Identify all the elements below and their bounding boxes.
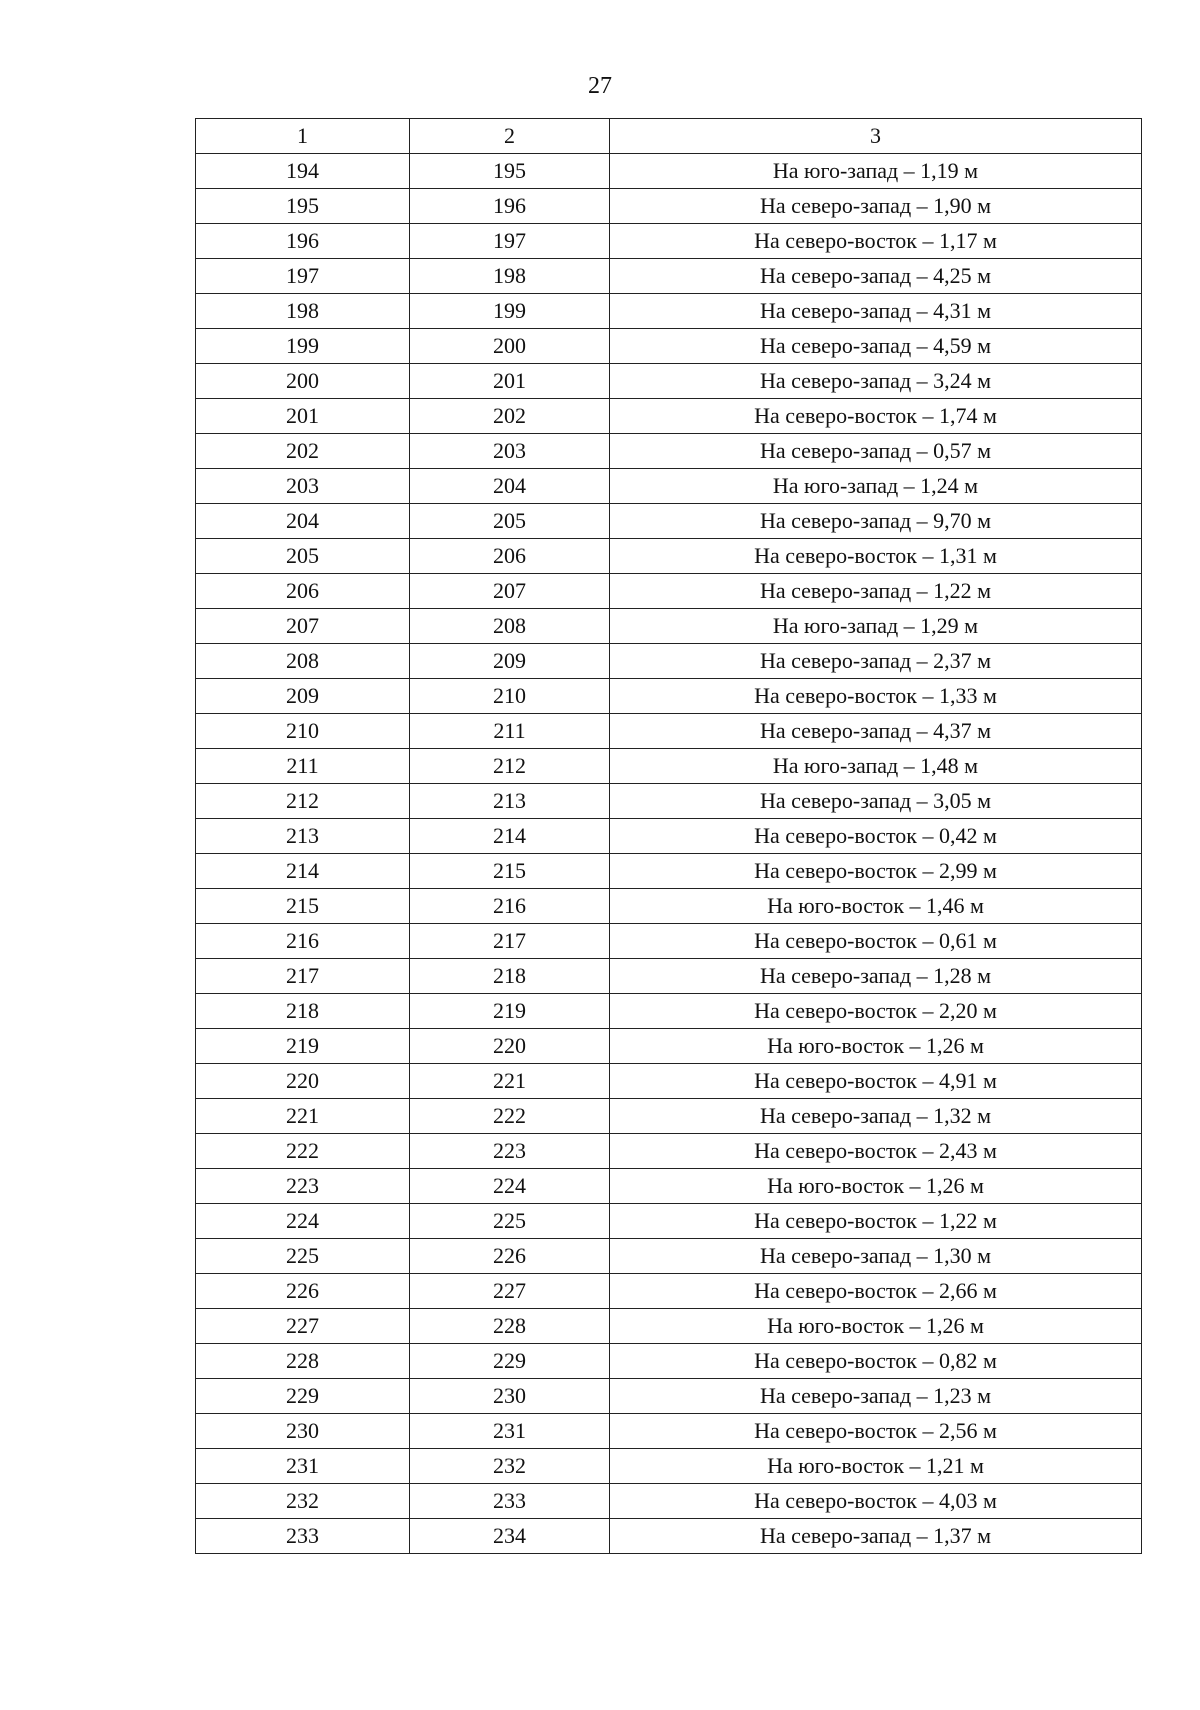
from-point-cell: 199: [196, 329, 410, 364]
direction-distance-cell: На северо-восток – 2,66 м: [610, 1274, 1142, 1309]
table-row: [196, 644, 1142, 679]
direction-distance-cell: На северо-восток – 0,82 м: [610, 1344, 1142, 1379]
to-point-cell: 198: [410, 259, 610, 294]
from-point-cell: 209: [196, 679, 410, 714]
to-point-cell: 214: [410, 819, 610, 854]
from-point-cell: 228: [196, 1344, 410, 1379]
to-point-cell: 202: [410, 399, 610, 434]
to-point-cell: 231: [410, 1414, 610, 1449]
table-row: [196, 924, 1142, 959]
table-row: [196, 1309, 1142, 1344]
from-point-cell: 214: [196, 854, 410, 889]
from-point-cell: 230: [196, 1414, 410, 1449]
direction-distance-cell: На юго-восток – 1,26 м: [610, 1169, 1142, 1204]
from-point-cell: 229: [196, 1379, 410, 1414]
table-row: [196, 1239, 1142, 1274]
from-point-cell: 233: [196, 1519, 410, 1554]
direction-distance-cell: На северо-запад – 1,90 м: [610, 189, 1142, 224]
to-point-cell: 205: [410, 504, 610, 539]
direction-distance-cell: На северо-запад – 3,05 м: [610, 784, 1142, 819]
to-point-cell: 213: [410, 784, 610, 819]
direction-distance-cell: На северо-запад – 1,28 м: [610, 959, 1142, 994]
direction-distance-cell: На северо-восток – 2,43 м: [610, 1134, 1142, 1169]
from-point-cell: 222: [196, 1134, 410, 1169]
to-point-cell: 207: [410, 574, 610, 609]
table-row: [196, 1274, 1142, 1309]
table-row: [196, 609, 1142, 644]
table-row: [196, 1379, 1142, 1414]
from-point-cell: 195: [196, 189, 410, 224]
table-row: [196, 224, 1142, 259]
from-point-cell: 221: [196, 1099, 410, 1134]
direction-distance-cell: На северо-восток – 4,91 м: [610, 1064, 1142, 1099]
direction-distance-cell: На юго-восток – 1,21 м: [610, 1449, 1142, 1484]
table-row: [196, 679, 1142, 714]
to-point-cell: 209: [410, 644, 610, 679]
from-point-cell: 218: [196, 994, 410, 1029]
from-point-cell: 200: [196, 364, 410, 399]
page-number: 27: [588, 73, 612, 99]
to-point-cell: 221: [410, 1064, 610, 1099]
from-point-cell: 198: [196, 294, 410, 329]
from-point-cell: 224: [196, 1204, 410, 1239]
table-row: [196, 1029, 1142, 1064]
from-point-cell: 213: [196, 819, 410, 854]
to-point-cell: 228: [410, 1309, 610, 1344]
to-point-cell: 229: [410, 1344, 610, 1379]
to-point-cell: 196: [410, 189, 610, 224]
direction-distance-cell: На северо-запад – 1,32 м: [610, 1099, 1142, 1134]
to-point-cell: 234: [410, 1519, 610, 1554]
from-point-cell: 208: [196, 644, 410, 679]
direction-distance-cell: На северо-запад – 1,30 м: [610, 1239, 1142, 1274]
table-row: [196, 469, 1142, 504]
from-point-cell: 231: [196, 1449, 410, 1484]
direction-distance-cell: На северо-восток – 0,42 м: [610, 819, 1142, 854]
table-row: [196, 329, 1142, 364]
table-row: [196, 574, 1142, 609]
direction-distance-cell: На юго-восток – 1,26 м: [610, 1029, 1142, 1064]
from-point-cell: 215: [196, 889, 410, 924]
table-row: [196, 1134, 1142, 1169]
to-point-cell: 227: [410, 1274, 610, 1309]
to-point-cell: 206: [410, 539, 610, 574]
table-row: [196, 259, 1142, 294]
to-point-cell: 210: [410, 679, 610, 714]
to-point-cell: 226: [410, 1239, 610, 1274]
table-row: [196, 1484, 1142, 1519]
from-point-cell: 217: [196, 959, 410, 994]
table-row: [196, 1449, 1142, 1484]
from-point-cell: 202: [196, 434, 410, 469]
to-point-cell: 212: [410, 749, 610, 784]
table-body: [196, 154, 1142, 1554]
from-point-cell: 216: [196, 924, 410, 959]
from-point-cell: 203: [196, 469, 410, 504]
to-point-cell: 195: [410, 154, 610, 189]
from-point-cell: 204: [196, 504, 410, 539]
header-row: [196, 119, 1142, 154]
from-point-cell: 196: [196, 224, 410, 259]
to-point-cell: 197: [410, 224, 610, 259]
direction-distance-cell: На северо-восток – 1,31 м: [610, 539, 1142, 574]
direction-distance-cell: На северо-запад – 9,70 м: [610, 504, 1142, 539]
direction-distance-cell: На северо-восток – 2,99 м: [610, 854, 1142, 889]
column-header-from: 1: [196, 119, 410, 154]
direction-distance-cell: На северо-восток – 1,17 м: [610, 224, 1142, 259]
to-point-cell: 219: [410, 994, 610, 1029]
to-point-cell: 199: [410, 294, 610, 329]
table-row: [196, 994, 1142, 1029]
direction-distance-cell: На юго-восток – 1,46 м: [610, 889, 1142, 924]
from-point-cell: 201: [196, 399, 410, 434]
from-point-cell: 220: [196, 1064, 410, 1099]
to-point-cell: 211: [410, 714, 610, 749]
from-point-cell: 212: [196, 784, 410, 819]
to-point-cell: 225: [410, 1204, 610, 1239]
from-point-cell: 194: [196, 154, 410, 189]
from-point-cell: 211: [196, 749, 410, 784]
direction-distance-cell: На юго-запад – 1,48 м: [610, 749, 1142, 784]
to-point-cell: 215: [410, 854, 610, 889]
to-point-cell: 204: [410, 469, 610, 504]
from-point-cell: 223: [196, 1169, 410, 1204]
table-row: [196, 819, 1142, 854]
to-point-cell: 223: [410, 1134, 610, 1169]
to-point-cell: 203: [410, 434, 610, 469]
from-point-cell: 225: [196, 1239, 410, 1274]
direction-distance-cell: На северо-восток – 2,20 м: [610, 994, 1142, 1029]
table-row: [196, 364, 1142, 399]
direction-distance-cell: На северо-восток – 1,22 м: [610, 1204, 1142, 1239]
to-point-cell: 217: [410, 924, 610, 959]
table-row: [196, 714, 1142, 749]
direction-distance-cell: На северо-запад – 1,37 м: [610, 1519, 1142, 1554]
to-point-cell: 201: [410, 364, 610, 399]
from-point-cell: 232: [196, 1484, 410, 1519]
table-row: [196, 959, 1142, 994]
to-point-cell: 220: [410, 1029, 610, 1064]
to-point-cell: 222: [410, 1099, 610, 1134]
to-point-cell: 218: [410, 959, 610, 994]
from-point-cell: 197: [196, 259, 410, 294]
table-header: [196, 119, 1142, 154]
direction-distance-cell: На северо-запад – 4,25 м: [610, 259, 1142, 294]
direction-distance-cell: На северо-запад – 0,57 м: [610, 434, 1142, 469]
direction-distance-cell: На северо-запад – 1,22 м: [610, 574, 1142, 609]
from-point-cell: 207: [196, 609, 410, 644]
direction-distance-cell: На северо-запад – 4,59 м: [610, 329, 1142, 364]
table-row: [196, 294, 1142, 329]
direction-distance-cell: На северо-восток – 0,61 м: [610, 924, 1142, 959]
direction-distance-cell: На юго-запад – 1,24 м: [610, 469, 1142, 504]
table-row: [196, 504, 1142, 539]
table-row: [196, 1344, 1142, 1379]
column-header-to: 2: [410, 119, 610, 154]
to-point-cell: 233: [410, 1484, 610, 1519]
from-point-cell: 219: [196, 1029, 410, 1064]
to-point-cell: 216: [410, 889, 610, 924]
to-point-cell: 200: [410, 329, 610, 364]
to-point-cell: 224: [410, 1169, 610, 1204]
table-row: [196, 1099, 1142, 1134]
to-point-cell: 230: [410, 1379, 610, 1414]
to-point-cell: 208: [410, 609, 610, 644]
table-row: [196, 1414, 1142, 1449]
direction-distance-cell: На северо-восток – 1,74 м: [610, 399, 1142, 434]
direction-distance-cell: На северо-восток – 1,33 м: [610, 679, 1142, 714]
table-row: [196, 1519, 1142, 1554]
direction-distance-cell: На северо-восток – 2,56 м: [610, 1414, 1142, 1449]
from-point-cell: 227: [196, 1309, 410, 1344]
table-row: [196, 539, 1142, 574]
from-point-cell: 226: [196, 1274, 410, 1309]
from-point-cell: 210: [196, 714, 410, 749]
table-row: [196, 399, 1142, 434]
direction-distance-cell: На юго-запад – 1,29 м: [610, 609, 1142, 644]
column-header-direction: 3: [610, 119, 1142, 154]
direction-distance-cell: На северо-запад – 4,31 м: [610, 294, 1142, 329]
direction-distance-cell: На юго-запад – 1,19 м: [610, 154, 1142, 189]
direction-distance-cell: На северо-восток – 4,03 м: [610, 1484, 1142, 1519]
direction-distance-cell: На северо-запад – 4,37 м: [610, 714, 1142, 749]
table-row: [196, 889, 1142, 924]
from-point-cell: 206: [196, 574, 410, 609]
table-row: [196, 1064, 1142, 1099]
table-row: [196, 784, 1142, 819]
table-row: [196, 854, 1142, 889]
table-row: [196, 1204, 1142, 1239]
from-point-cell: 205: [196, 539, 410, 574]
to-point-cell: 232: [410, 1449, 610, 1484]
direction-distance-cell: На северо-запад – 1,23 м: [610, 1379, 1142, 1414]
table-row: [196, 749, 1142, 784]
table-row: [196, 1169, 1142, 1204]
direction-distance-cell: На северо-запад – 3,24 м: [610, 364, 1142, 399]
table-row: [196, 154, 1142, 189]
direction-distance-cell: На юго-восток – 1,26 м: [610, 1309, 1142, 1344]
table-row: [196, 189, 1142, 224]
boundary-points-table: [195, 118, 1142, 1554]
table-row: [196, 434, 1142, 469]
direction-distance-cell: На северо-запад – 2,37 м: [610, 644, 1142, 679]
